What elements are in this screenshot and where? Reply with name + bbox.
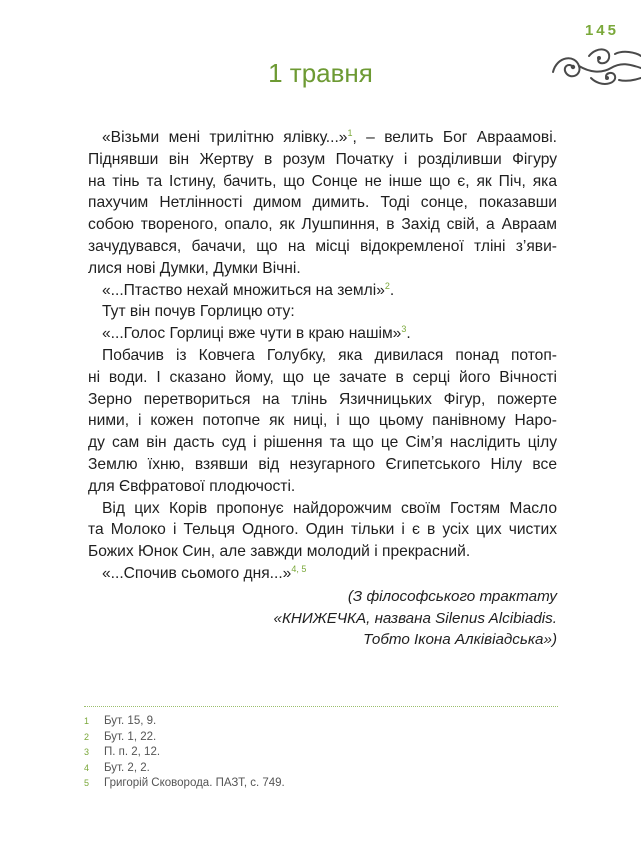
footnote-item — [84, 730, 558, 746]
text-line: лися нові Думки, Думки Вічні. — [88, 259, 301, 277]
text-line: Божих Юнок Син, але завжди молодий і прекрасний. — [88, 543, 471, 561]
chapter-title: 1 травня — [268, 58, 373, 88]
text-line: собою твореного, опало, як Лушпиння, в Захід свій, а Авраам — [88, 216, 557, 234]
footnote-ref: 4, 5 — [291, 563, 307, 574]
text-line: пахучим Нетлінності димом димить. Тоді сонце, показавши — [88, 194, 557, 212]
text-line: Тут він почув Горлицю оту: — [102, 303, 295, 321]
page-number: 145 — [584, 22, 619, 39]
footnote-item — [84, 776, 558, 792]
main-text — [88, 127, 557, 585]
quote-line: «...Спочив сьомого дня...»$^{4, 5}$ — [102, 563, 307, 582]
text-line: ду сам він дасть суд і рішення та що це Сім’я наслідить цілу — [88, 434, 557, 452]
text-line: ні води. І сказано йому, що це зачате в серці його Вічності — [88, 368, 557, 386]
footnotes — [84, 714, 558, 792]
footnote-text: Бут. 2, 2. — [104, 761, 150, 774]
footnote-ref: 3 — [401, 323, 407, 334]
footnote-item — [84, 745, 558, 761]
footnote-number: 3 — [84, 747, 90, 757]
footnote-number: 5 — [84, 778, 90, 788]
text-line: ними, і кожен потопче як ниці, і що цьому панівному Наро- — [88, 412, 557, 430]
text-line: зачудувався, бачачи, що на місці відокремленої тліні з’яви- — [88, 237, 557, 255]
footnote-text: Бут. 1, 22. — [104, 730, 157, 743]
quote-line: «...Голос Горлиці вже чути в краю нашім»$^3$. — [102, 323, 411, 343]
footnote-text: Григорій Сковорода. ПАЗТ, с. 749. — [104, 777, 285, 789]
text-line: «Візьми мені трилітню ялівку...»$^1$, – велить Бог Авраамові. — [102, 127, 557, 146]
text-line: на тінь та Істину, бачить, що Сонце не інше що є, як Піч, яка — [88, 172, 557, 190]
footnote-number: 2 — [84, 731, 90, 742]
text-line: Піднявши він Жертву в розум Початку і розділивши Фігуру — [88, 150, 557, 168]
source-attribution — [274, 586, 557, 651]
text-line: Від цих Корів пропонує найдорожчим своїм Гостям Масло — [102, 499, 557, 517]
quote-line: «...Птаство нехай множиться на землі»$^2$. — [102, 280, 395, 299]
footnote-text: П. п. 2, 12. — [104, 746, 161, 758]
footnote-number: 4 — [84, 762, 90, 773]
text-line: та Молоко і Тельця Одного. Один тільки і є в усіх цих чистих — [88, 521, 557, 539]
text-line: Зерно перетвориться на тлінь Язичницьких Фігур, пожерте — [88, 390, 557, 408]
text-line: Побачив із Ковчега Голубку, яка дивилася понад потоп- — [102, 346, 557, 364]
footnote-text: Бут. 15, 9. — [104, 715, 157, 727]
footnote-ref: 2 — [384, 280, 390, 291]
source-line: Тобто Ікона Алківіадська») — [363, 631, 557, 648]
source-line: (З філософського трактату — [347, 588, 557, 605]
source-line: «КНИЖЕЧКА, названа Silenus Alcibiadis. — [273, 609, 557, 627]
footnote-divider — [84, 706, 558, 707]
footnote-number: 1 — [84, 716, 90, 726]
footnote-item — [84, 761, 558, 777]
footnote-ref: 1 — [347, 127, 353, 138]
footnote-item — [84, 714, 558, 730]
text-line: для Євфратової плодючості. — [88, 477, 296, 495]
text-line: Землю їхню, взявши від незугарного Єгипетського Нілу все — [88, 455, 557, 473]
